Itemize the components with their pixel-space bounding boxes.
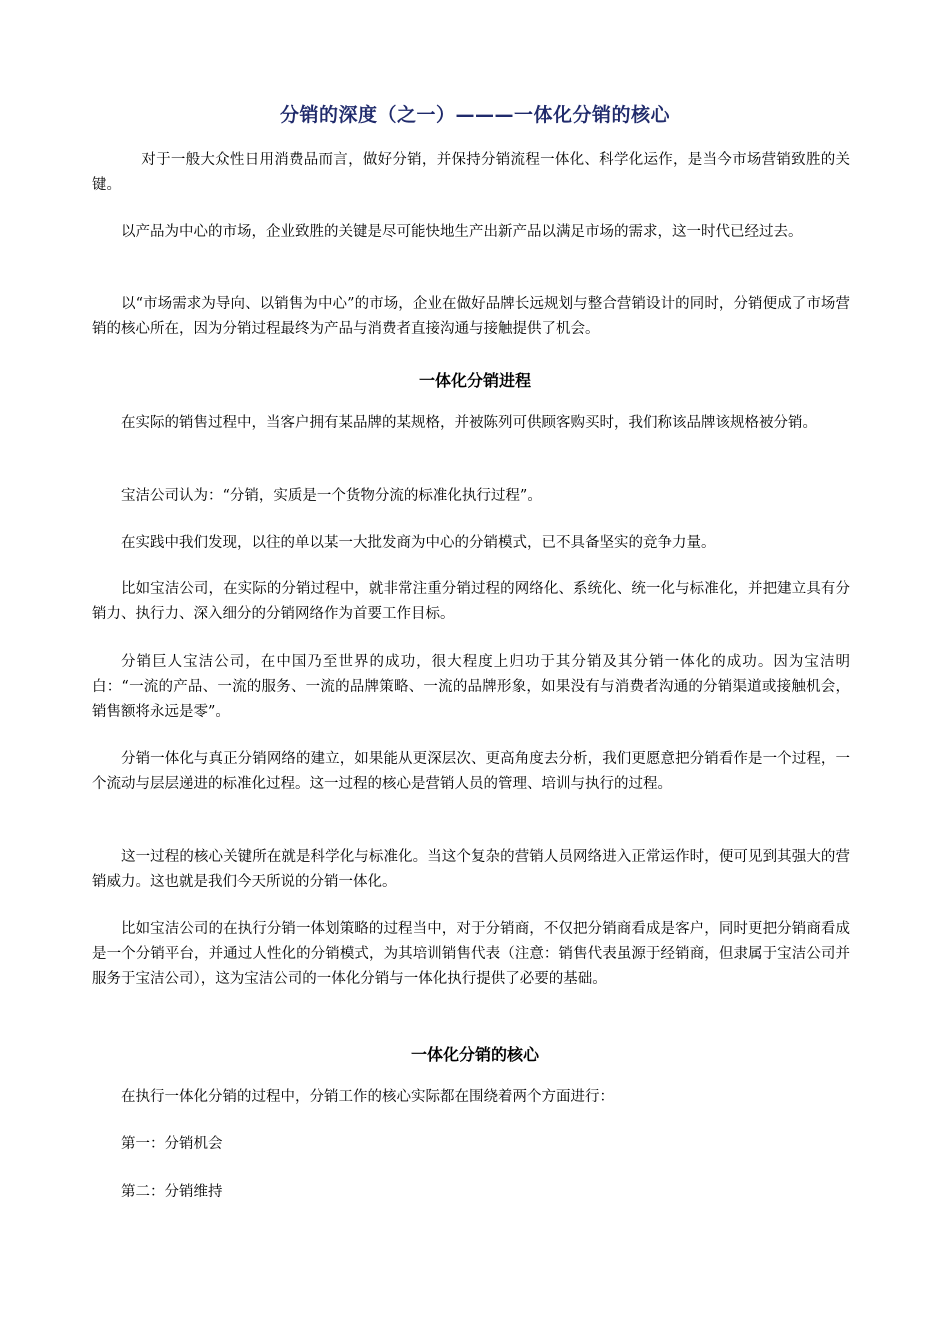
intro-paragraph-1: 对于一般大众性日用消费品而言，做好分销，并保持分销流程一体化、科学化运作，是当今市场营销致胜的关键。 [92,152,850,193]
process-paragraph-1: 在实际的销售过程中，当客户拥有某品牌的某规格，并被陈列可供顾客购买时，我们称该品牌该规格被分销。 [121,415,817,431]
process-paragraph-6: 分销一体化与真正分销网络的建立，如果能从更深层次、更高角度去分析，我们更愿意把分销看作是一个过程，一个流动与层层递进的标准化过程。这一过程的核心是营销人员的管理、培训与执行的过程。 [92,751,850,792]
process-paragraph-5: 分销巨人宝洁公司，在中国乃至世界的成功，很大程度上归功于其分销及其分销一体化的成功。因为宝洁明白：“一流的产品、一流的服务、一流的品牌策略、一流的品牌形象，如果没有与消费者沟通的分销渠道或接触机会，销售额将永远是零”。 [92,654,850,720]
core-paragraph-1: 在执行一体化分销的过程中，分销工作的核心实际都在围绕着两个方面进行： [121,1089,614,1105]
document-title: 分销的深度（之一）———一体化分销的核心 [279,104,670,126]
core-item-maintenance: 第二：分销维持 [121,1184,223,1200]
intro-paragraph-3: 以“市场需求为导向、以销售为中心”的市场，企业在做好品牌长远规划与整合营销设计的同时，分销便成了市场营销的核心所在，因为分销过程最终为产品与消费者直接沟通与接触提供了机会。 [92,296,850,337]
process-paragraph-7: 这一过程的核心关键所在就是科学化与标准化。当这个复杂的营销人员网络进入正常运作时，便可见到其强大的营销威力。这也就是我们今天所说的分销一体化。 [92,849,850,890]
process-paragraph-3: 在实践中我们发现，以往的单以某一大批发商为中心的分销模式，已不具备坚实的竞争力量。 [121,535,716,551]
core-item-opportunity: 第一：分销机会 [121,1136,223,1152]
process-paragraph-8: 比如宝洁公司的在执行分销一体划策略的过程当中，对于分销商，不仅把分销商看成是客户，同时更把分销商看成是一个分销平台，并通过人性化的分销模式，为其培训销售代表（注意：销售代表虽源于经销商，但隶属于宝洁公司并服务于宝洁公司），这为宝洁公司的一体化分销与一体化执行提供了必要的基础。 [92,921,850,987]
section-heading-core: 一体化分销的核心 [410,1045,539,1064]
process-paragraph-4: 比如宝洁公司，在实际的分销过程中，就非常注重分销过程的网络化、系统化、统一化与标准化，并把建立具有分销力、执行力、深入细分的分销网络作为首要工作目标。 [92,581,850,622]
intro-paragraph-2: 以产品为中心的市场，企业致胜的关键是尽可能快地生产出新产品以满足市场的需求，这一时代已经过去。 [121,224,803,240]
section-heading-process: 一体化分销进程 [418,371,531,390]
process-paragraph-2: 宝洁公司认为：“分销，实质是一个货物分流的标准化执行过程”。 [121,488,542,504]
